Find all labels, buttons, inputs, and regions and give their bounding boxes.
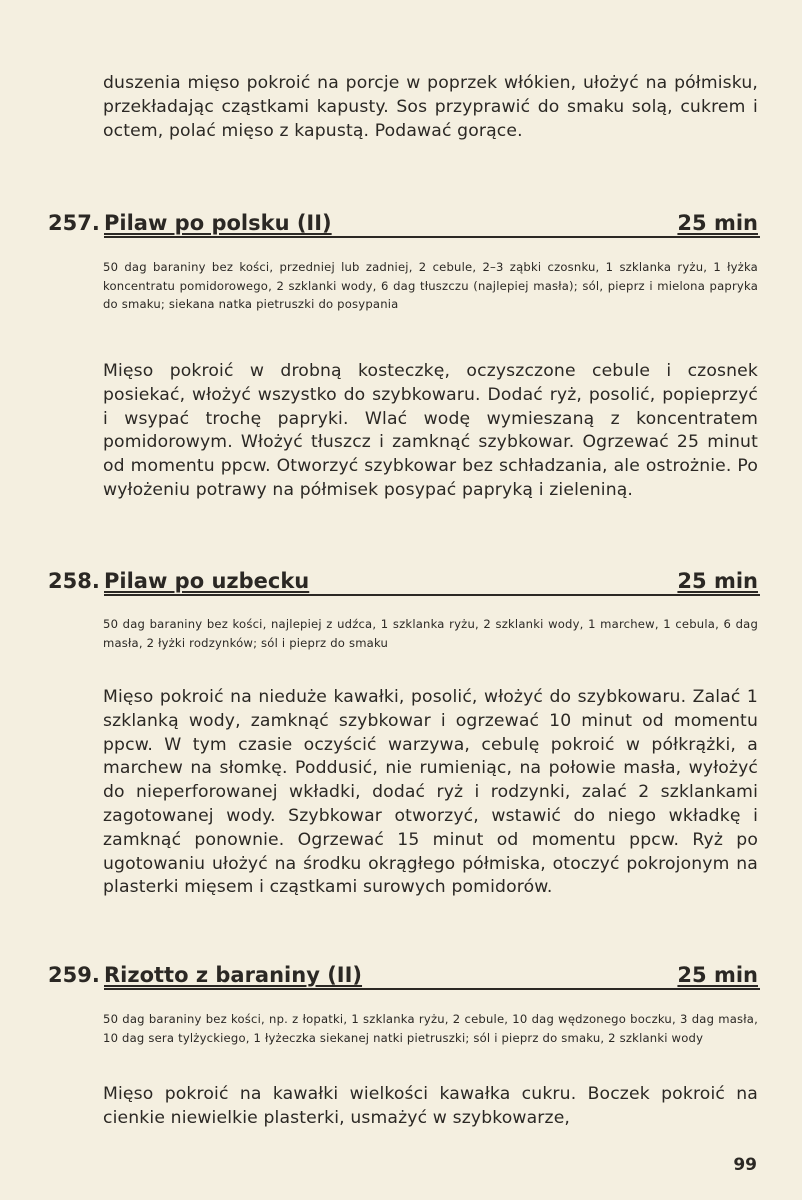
recipe-title: Rizotto z baraniny (II) [104,963,363,987]
page-number: 99 [733,1155,757,1175]
recipe-number: 257. [48,211,100,235]
recipe-heading-258 [48,566,760,596]
recipe-ingredients-259: 50 dag baraniny bez kości, np. z łopatki, 1 szklanka ryżu, 2 cebule, 10 dag wędzonego boczku, 3 dag masła, 10 dag sera tylżyckiego, 1 łyżeczka siekanej natki pietruszki; sól i pieprz do smaku, 2 szklanki wody [103,1012,758,1045]
heading-rule [104,988,760,990]
recipe-method-259: Mięso pokroić na kawałki wielkości kawałka cukru. Boczek pokroić na cienkie niewielkie plasterki, usmażyć w szybkowarze, [103,1084,758,1128]
recipe-ingredients-257: 50 dag baraniny bez kości, przedniej lub zadniej, 2 cebule, 2–3 ząbki czosnku, 1 szklanka ryżu, 1 łyżka koncentratu pomidorowego, 2 szklanki wody, 6 dag tłuszczu (najlepiej masła); sól, pieprz i mielona papryka do smaku; siekana natka pietruszki do posypania [103,260,758,311]
recipe-title: Pilaw po uzbecku [104,569,310,593]
heading-rule [104,236,760,238]
recipe-heading-259 [48,960,760,990]
recipe-ingredients-258: 50 dag baraniny bez kości, najlepiej z udźca, 1 szklanka ryżu, 2 szklanki wody, 1 marchew, 1 cebula, 6 dag masła, 2 łyżki rodzynków; sól i pieprz do smaku [103,617,758,650]
recipe-number: 259. [48,963,100,987]
recipe-time: 25 min [677,569,758,593]
recipe-time: 25 min [677,963,758,987]
recipe-number: 258. [48,569,100,593]
heading-rule [104,594,760,596]
recipe-method-257: Mięso pokroić w drobną kosteczkę, oczyszczone cebule i czosnek posiekać, włożyć wszystko do szybkowaru. Dodać ryż, posolić, popieprzyć i wsypać trochę papryki. Wlać wodę wymieszaną z koncentratem pomidorowym. Włożyć tłuszcz i zamknąć szybkowar. Ogrzewać 25 minut od momentu ppcw. Otworzyć szybkowar bez schładzania, ale ostrożnie. Po wyłożeniu potrawy na półmisek posypać papryką i zieleniną. [103,361,758,500]
recipe-heading-257 [48,208,760,238]
recipe-title: Pilaw po polsku (II) [104,211,332,235]
intro-paragraph: duszenia mięso pokroić na porcje w poprzek włókien, ułożyć na półmisku, przekładając cząstkami kapusty. Sos przyprawić do smaku solą, cukrem i octem, polać mięso z kapustą. Podawać gorące. [103,73,758,141]
recipe-method-258: Mięso pokroić na nieduże kawałki, posolić, włożyć do szybkowaru. Zalać 1 szklanką wody, zamknąć szybkowar i ogrzewać 10 minut od momentu ppcw. W tym czasie oczyścić warzywa, cebulę pokroić w półkrążki, a marchew na słomkę. Poddusić, nie rumieniąc, na połowie masła, wyłożyć do nieperforowanej wkładki, dodać ryż i rodzynki, zalać 2 szklankami zagotowanej wody. Szybkowar otworzyć, wstawić do niego wkładkę i zamknąć ponownie. Ogrzewać 15 minut od momentu ppcw. Ryż po ugotowaniu ułożyć na środku okrągłego półmiska, otoczyć pokrojonym na plasterki mięsem i cząstkami surowych pomidorów. [103,687,758,898]
recipe-time: 25 min [677,211,758,235]
